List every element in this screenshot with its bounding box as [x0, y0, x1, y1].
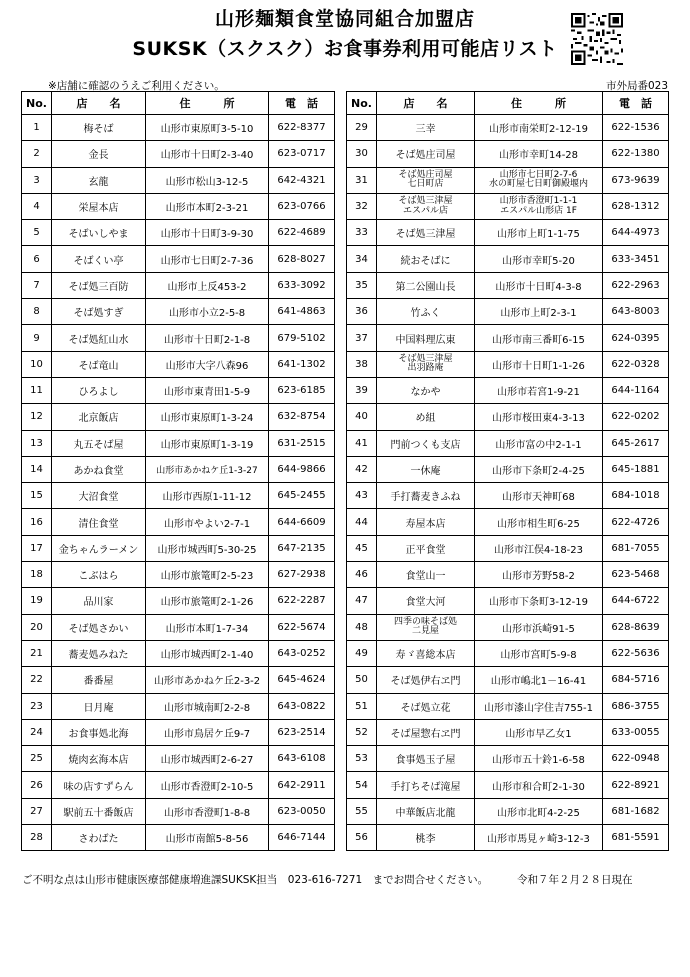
table-row: [347, 483, 669, 509]
shop-address: 山形市西原1-11-12: [146, 483, 269, 509]
shop-name: 寿屋本店: [377, 509, 475, 535]
shop-name: そば竜山: [52, 351, 146, 377]
shop-name: 丸五そば屋: [52, 430, 146, 456]
shop-name: そば処すぎ: [52, 299, 146, 325]
shop-address: 山形市北町4-2-25: [475, 798, 603, 824]
shop-name: そば処紅山水: [52, 325, 146, 351]
shop-name: 食堂山一: [377, 562, 475, 588]
shop-no: 42: [347, 456, 377, 482]
shop-phone: 632-8754: [269, 404, 335, 430]
shop-name: そば処さかい: [52, 614, 146, 640]
table-row: [22, 299, 335, 325]
shop-phone: 622-5674: [269, 614, 335, 640]
shop-phone: 631-2515: [269, 430, 335, 456]
shop-phone: 623-2514: [269, 719, 335, 745]
table-row: [347, 141, 669, 167]
shop-phone: 645-2617: [603, 430, 669, 456]
shop-address: 山形市香澄町1-8-8: [146, 798, 269, 824]
shop-address: 山形市本町2-3-21: [146, 193, 269, 219]
shop-address: 山形市十日町2-3-40: [146, 141, 269, 167]
shop-no: 47: [347, 588, 377, 614]
shop-phone: 622-0328: [603, 351, 669, 377]
shop-address: 山形市芳野58-2: [475, 562, 603, 588]
shop-address: 山形市和合町2-1-30: [475, 772, 603, 798]
shop-no: 8: [22, 299, 52, 325]
shop-address: 山形市東原町1-3-24: [146, 404, 269, 430]
table-row: [347, 246, 669, 272]
shop-name: 竹ふく: [377, 299, 475, 325]
shop-phone: 684-1018: [603, 483, 669, 509]
shop-phone: 622-2287: [269, 588, 335, 614]
shop-no: 9: [22, 325, 52, 351]
table-row: [22, 272, 335, 298]
shop-name: 品川家: [52, 588, 146, 614]
shop-phone: 623-0717: [269, 141, 335, 167]
shop-name: そば処三津屋 エスパル店: [377, 193, 475, 219]
shop-phone: 684-5716: [603, 667, 669, 693]
shop-address: 山形市城西町2-6-27: [146, 746, 269, 772]
shop-no: 28: [22, 825, 52, 851]
shop-name: 金ちゃんラーメン: [52, 535, 146, 561]
table-row: [347, 115, 669, 141]
shop-address: 山形市上町2-3-1: [475, 299, 603, 325]
shop-name: 梅そば: [52, 115, 146, 141]
shop-phone: 642-4321: [269, 167, 335, 193]
shop-address: 山形市七日町2-7-6 水の町屋七日町御殿堰内: [475, 167, 603, 193]
shop-no: 4: [22, 193, 52, 219]
shop-address: 山形市天神町68: [475, 483, 603, 509]
shop-phone: 641-4863: [269, 299, 335, 325]
table-row: [347, 193, 669, 219]
shop-name: そば処庄司屋 七日町店: [377, 167, 475, 193]
shop-phone: 627-2938: [269, 562, 335, 588]
shop-phone: 686-3755: [603, 693, 669, 719]
table-row: [22, 404, 335, 430]
shop-address: 山形市香澄町2-10-5: [146, 772, 269, 798]
shop-address: 山形市富の中2-1-1: [475, 430, 603, 456]
shop-name: 第二公園山長: [377, 272, 475, 298]
shop-name: 三幸: [377, 115, 475, 141]
shop-name: さわばた: [52, 825, 146, 851]
shop-name: そばいしやま: [52, 220, 146, 246]
shop-address: 山形市嶋北1－16-41: [475, 667, 603, 693]
table-row: [347, 272, 669, 298]
shop-no: 20: [22, 614, 52, 640]
shop-phone: 622-4689: [269, 220, 335, 246]
shop-phone: 628-8027: [269, 246, 335, 272]
shop-phone: 644-6722: [603, 588, 669, 614]
shop-address: 山形市城南町2-2-8: [146, 693, 269, 719]
col-phone-header: 電 話: [269, 92, 335, 115]
shop-name: 四季の味そば処 二見屋: [377, 614, 475, 640]
table-row: [347, 509, 669, 535]
table-row: [347, 456, 669, 482]
shop-no: 1: [22, 115, 52, 141]
shop-no: 41: [347, 430, 377, 456]
shop-no: 14: [22, 456, 52, 482]
shop-name: お食事処北海: [52, 719, 146, 745]
shop-no: 24: [22, 719, 52, 745]
shop-address: 山形市上反453-2: [146, 272, 269, 298]
table-row: [22, 115, 335, 141]
shop-no: 54: [347, 772, 377, 798]
shop-table-right: [346, 91, 669, 851]
table-row: [347, 588, 669, 614]
shop-phone: 644-4973: [603, 220, 669, 246]
table-row: [347, 693, 669, 719]
shop-name: 一休庵: [377, 456, 475, 482]
shop-name: そば屋惣右ヱ門: [377, 719, 475, 745]
shop-phone: 622-0948: [603, 746, 669, 772]
shop-no: 10: [22, 351, 52, 377]
shop-address: 山形市下条町2-4-25: [475, 456, 603, 482]
shop-phone: 681-1682: [603, 798, 669, 824]
shop-phone: 622-4726: [603, 509, 669, 535]
table-row: [22, 167, 335, 193]
table-row: [347, 562, 669, 588]
table-row: [22, 509, 335, 535]
shop-name: あかね食堂: [52, 456, 146, 482]
shop-phone: 643-0252: [269, 640, 335, 666]
shop-address: 山形市幸町14-28: [475, 141, 603, 167]
shop-phone: 644-9866: [269, 456, 335, 482]
shop-name: 中国料理広東: [377, 325, 475, 351]
shop-name: 駅前五十番飯店: [52, 798, 146, 824]
shop-address: 山形市南栄町2-12-19: [475, 115, 603, 141]
shop-address: 山形市本町1-7-34: [146, 614, 269, 640]
col-no-header: No.: [347, 92, 377, 115]
table-row: [347, 798, 669, 824]
shop-phone: 628-8639: [603, 614, 669, 640]
shop-name: 桃李: [377, 825, 475, 851]
shop-name: そば処立花: [377, 693, 475, 719]
contact-note: ご不明な点は山形市健康医療部健康増進課SUKSK担当 023-616-7271 までお問合せください。: [22, 874, 489, 886]
shop-address: 山形市十日町2-1-8: [146, 325, 269, 351]
shop-name: そば処三津屋: [377, 220, 475, 246]
table-row: [22, 430, 335, 456]
shop-phone: 622-2963: [603, 272, 669, 298]
shop-address: 山形市幸町5-20: [475, 246, 603, 272]
shop-address: 山形市馬見ヶ崎3-12-3: [475, 825, 603, 851]
shop-address: 山形市南三番町6-15: [475, 325, 603, 351]
shop-no: 23: [22, 693, 52, 719]
shop-phone: 646-7144: [269, 825, 335, 851]
shop-address: 山形市旅篭町2-5-23: [146, 562, 269, 588]
table-row: [347, 430, 669, 456]
shop-no: 52: [347, 719, 377, 745]
shop-phone: 645-2455: [269, 483, 335, 509]
shop-phone: 622-0202: [603, 404, 669, 430]
shop-address: 山形市香澄町1-1-1 エスパル山形店 1F: [475, 193, 603, 219]
table-row: [347, 220, 669, 246]
table-row: [22, 825, 335, 851]
shop-no: 34: [347, 246, 377, 272]
table-row: [347, 640, 669, 666]
page-title: 山形麺類食堂協同組合加盟店: [214, 8, 475, 30]
table-row: [22, 246, 335, 272]
as-of-date: 令和７年２月２８日現在: [517, 874, 633, 886]
col-phone-header: 電 話: [603, 92, 669, 115]
shop-name: 北京飯店: [52, 404, 146, 430]
table-row: [22, 719, 335, 745]
shop-name: 門前つくも支店: [377, 430, 475, 456]
shop-phone: 622-1380: [603, 141, 669, 167]
shop-no: 3: [22, 167, 52, 193]
table-header-row: [347, 92, 669, 115]
table-row: [22, 772, 335, 798]
table-row: [22, 640, 335, 666]
shop-name: 手打蕎麦きふね: [377, 483, 475, 509]
shop-phone: 673-9639: [603, 167, 669, 193]
shop-name: そばくい亭: [52, 246, 146, 272]
shop-no: 43: [347, 483, 377, 509]
shop-address: 山形市若宮1-9-21: [475, 377, 603, 403]
shop-no: 29: [347, 115, 377, 141]
table-row: [347, 351, 669, 377]
table-row: [347, 404, 669, 430]
table-row: [347, 535, 669, 561]
shop-phone: 624-0395: [603, 325, 669, 351]
qr-code[interactable]: [571, 13, 623, 65]
shop-name: 清住食堂: [52, 509, 146, 535]
shop-name: そば処伊右ヱ門: [377, 667, 475, 693]
table-row: [22, 535, 335, 561]
shop-address: 山形市宮町5-9-8: [475, 640, 603, 666]
table-row: [22, 588, 335, 614]
shop-phone: 623-5468: [603, 562, 669, 588]
shop-address: 山形市江俣4-18-23: [475, 535, 603, 561]
shop-no: 56: [347, 825, 377, 851]
table-row: [22, 693, 335, 719]
table-row: [347, 772, 669, 798]
shop-phone: 623-6185: [269, 377, 335, 403]
table-row: [22, 746, 335, 772]
shop-no: 40: [347, 404, 377, 430]
shop-address: 山形市あかねケ丘1-3-27: [146, 456, 269, 482]
shop-no: 39: [347, 377, 377, 403]
shop-no: 46: [347, 562, 377, 588]
table-header-row: [22, 92, 335, 115]
col-address-header: 住 所: [475, 92, 603, 115]
table-row: [22, 351, 335, 377]
shop-phone: 643-8003: [603, 299, 669, 325]
shop-address: 山形市大字八森96: [146, 351, 269, 377]
shop-no: 44: [347, 509, 377, 535]
shop-no: 22: [22, 667, 52, 693]
shop-no: 45: [347, 535, 377, 561]
shop-name: 続おそばに: [377, 246, 475, 272]
shop-address: 山形市五十鈴1-6-58: [475, 746, 603, 772]
shop-phone: 644-6609: [269, 509, 335, 535]
shop-no: 11: [22, 377, 52, 403]
shop-no: 5: [22, 220, 52, 246]
shop-phone: 622-8377: [269, 115, 335, 141]
shop-no: 38: [347, 351, 377, 377]
table-row: [22, 483, 335, 509]
table-row: [22, 456, 335, 482]
shop-name: 味の店すずらん: [52, 772, 146, 798]
shop-name: 食堂大河: [377, 588, 475, 614]
table-row: [347, 614, 669, 640]
shop-address: 山形市漆山字住吉755-1: [475, 693, 603, 719]
table-row: [22, 667, 335, 693]
shop-phone: 647-2135: [269, 535, 335, 561]
shop-name: そば処三津屋 出羽路庵: [377, 351, 475, 377]
shop-address: 山形市十日町4-3-8: [475, 272, 603, 298]
shop-address: 山形市旅篭町2-1-26: [146, 588, 269, 614]
shop-address: 山形市あかねケ丘2-3-2: [146, 667, 269, 693]
table-row: [22, 220, 335, 246]
table-row: [22, 377, 335, 403]
shop-name: め組: [377, 404, 475, 430]
shop-address: 山形市東青田1-5-9: [146, 377, 269, 403]
shop-address: 山形市東原町1-3-19: [146, 430, 269, 456]
table-row: [347, 719, 669, 745]
shop-address: 山形市相生町6-25: [475, 509, 603, 535]
shop-no: 53: [347, 746, 377, 772]
shop-no: 32: [347, 193, 377, 219]
shop-no: 27: [22, 798, 52, 824]
table-row: [22, 614, 335, 640]
shop-no: 35: [347, 272, 377, 298]
table-row: [347, 825, 669, 851]
shop-name: 食事処玉子屋: [377, 746, 475, 772]
table-row: [22, 193, 335, 219]
table-row: [347, 299, 669, 325]
shop-phone: 622-8921: [603, 772, 669, 798]
shop-no: 33: [347, 220, 377, 246]
shop-name: 正平食堂: [377, 535, 475, 561]
shop-phone: 642-2911: [269, 772, 335, 798]
shop-no: 55: [347, 798, 377, 824]
shop-name: 焼肉玄海本店: [52, 746, 146, 772]
shop-name: 日月庵: [52, 693, 146, 719]
col-address-header: 住 所: [146, 92, 269, 115]
shop-address: 山形市南館5-8-56: [146, 825, 269, 851]
shop-address: 山形市松山3-12-5: [146, 167, 269, 193]
shop-name: 玄龍: [52, 167, 146, 193]
shop-no: 13: [22, 430, 52, 456]
shop-name: 番番屋: [52, 667, 146, 693]
shop-address: 山形市城西町5-30-25: [146, 535, 269, 561]
shop-address: 山形市鳥居ケ丘9-7: [146, 719, 269, 745]
table-row: [22, 141, 335, 167]
shop-phone: 623-0050: [269, 798, 335, 824]
shop-address: 山形市桜田東4-3-13: [475, 404, 603, 430]
area-code-note: 市外局番023: [605, 80, 668, 92]
shop-no: 36: [347, 299, 377, 325]
shop-no: 17: [22, 535, 52, 561]
shop-name: なかや: [377, 377, 475, 403]
shop-no: 37: [347, 325, 377, 351]
shop-phone: 645-1881: [603, 456, 669, 482]
shop-phone: 623-0766: [269, 193, 335, 219]
shop-no: 6: [22, 246, 52, 272]
table-row: [22, 562, 335, 588]
page-subtitle: SUKSK（スクスク）お食事券利用可能店リスト: [132, 38, 558, 60]
shop-no: 30: [347, 141, 377, 167]
shop-address: 山形市上町1-1-75: [475, 220, 603, 246]
shop-no: 31: [347, 167, 377, 193]
table-row: [22, 325, 335, 351]
shop-no: 25: [22, 746, 52, 772]
shop-no: 12: [22, 404, 52, 430]
shop-phone: 644-1164: [603, 377, 669, 403]
shop-phone: 633-0055: [603, 719, 669, 745]
table-row: [347, 325, 669, 351]
shop-address: 山形市十日町1-1-26: [475, 351, 603, 377]
shop-address: 山形市城西町2-1-40: [146, 640, 269, 666]
shop-no: 16: [22, 509, 52, 535]
shop-name: 寿ゞ喜総本店: [377, 640, 475, 666]
shop-phone: 633-3092: [269, 272, 335, 298]
col-name-header: 店 名: [52, 92, 146, 115]
shop-name: 蕎麦処みねた: [52, 640, 146, 666]
shop-address: 山形市東原町3-5-10: [146, 115, 269, 141]
col-no-header: No.: [22, 92, 52, 115]
shop-no: 49: [347, 640, 377, 666]
shop-no: 51: [347, 693, 377, 719]
shop-phone: 622-5636: [603, 640, 669, 666]
shop-phone: 628-1312: [603, 193, 669, 219]
table-row: [347, 746, 669, 772]
shop-name: 手打ちそば滝屋: [377, 772, 475, 798]
shop-phone: 645-4624: [269, 667, 335, 693]
shop-address: 山形市小立2-5-8: [146, 299, 269, 325]
shop-no: 19: [22, 588, 52, 614]
shop-phone: 681-7055: [603, 535, 669, 561]
shop-name: 金長: [52, 141, 146, 167]
shop-phone: 641-1302: [269, 351, 335, 377]
shop-address: 山形市早乙女1: [475, 719, 603, 745]
shop-phone: 679-5102: [269, 325, 335, 351]
shop-address: 山形市下条町3-12-19: [475, 588, 603, 614]
shop-name: そば処三百防: [52, 272, 146, 298]
shop-no: 50: [347, 667, 377, 693]
shop-no: 2: [22, 141, 52, 167]
table-row: [347, 377, 669, 403]
shop-address: 山形市やよい2-7-1: [146, 509, 269, 535]
shop-name: 栄屋本店: [52, 193, 146, 219]
usage-note: ※店舗に確認のうえご利用ください。: [48, 80, 225, 92]
shop-name: そば処庄司屋: [377, 141, 475, 167]
shop-address: 山形市浜崎91-5: [475, 614, 603, 640]
shop-no: 26: [22, 772, 52, 798]
shop-table-left: [21, 91, 335, 851]
table-row: [22, 798, 335, 824]
shop-no: 18: [22, 562, 52, 588]
table-row: [347, 167, 669, 193]
shop-phone: 643-6108: [269, 746, 335, 772]
shop-phone: 633-3451: [603, 246, 669, 272]
shop-name: 大沼食堂: [52, 483, 146, 509]
shop-name: 中華飯店北龍: [377, 798, 475, 824]
shop-no: 21: [22, 640, 52, 666]
shop-address: 山形市十日町3-9-30: [146, 220, 269, 246]
table-row: [347, 667, 669, 693]
shop-no: 48: [347, 614, 377, 640]
col-name-header: 店 名: [377, 92, 475, 115]
shop-address: 山形市七日町2-7-36: [146, 246, 269, 272]
shop-phone: 622-1536: [603, 115, 669, 141]
shop-phone: 681-5591: [603, 825, 669, 851]
shop-no: 7: [22, 272, 52, 298]
shop-no: 15: [22, 483, 52, 509]
shop-phone: 643-0822: [269, 693, 335, 719]
shop-name: こぶはら: [52, 562, 146, 588]
shop-name: ひろよし: [52, 377, 146, 403]
